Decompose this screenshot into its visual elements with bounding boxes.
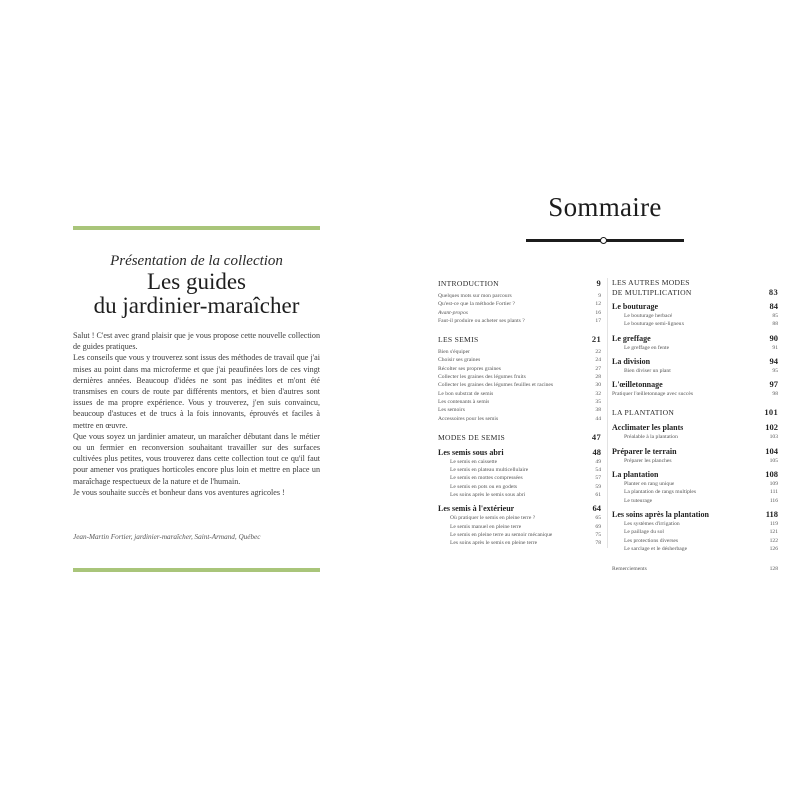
toc-entry[interactable]: Les soins après le semis sous abri 61 — [450, 492, 601, 499]
toc-part-plantation[interactable]: LA PLANTATION 101 — [612, 407, 778, 418]
toc-entry[interactable]: Récolter ses propres graines 27 — [438, 365, 601, 372]
toc-part-semis[interactable]: LES SEMIS 21 — [438, 334, 601, 345]
toc-entry[interactable]: Le bon substrat de semis 32 — [438, 390, 601, 397]
toc-entry[interactable]: Le semis en mottes compressées 57 — [450, 475, 601, 482]
collection-title-line1: Les guides — [146, 269, 246, 294]
toc-entry[interactable]: Planter en rang unique 109 — [624, 481, 778, 488]
toc-entry[interactable]: Le semis manuel en pleine terre 69 — [450, 523, 601, 530]
toc-chapter-division[interactable]: La division 94 — [612, 355, 778, 366]
toc-chapter-oeilletonnage[interactable]: L'œilletonnage 97 — [612, 379, 778, 390]
collection-intro — [73, 330, 320, 498]
intro-paragraph: Je vous souhaite succès et bonheur dans vos aventures agricoles ! — [73, 487, 285, 497]
toc-entry[interactable]: Bien s'équiper 22 — [438, 349, 601, 356]
toc-entry[interactable]: Le bouturage semi-ligneux 88 — [624, 321, 778, 328]
toc-entry[interactable]: Le tuteurage 116 — [624, 497, 778, 504]
intro-paragraph: Les conseils que vous y trouverez sont issus des méthodes de travail que j'ai mises au point dans ma microferme et que j'ai peaufinées lors de ces vingt dernières années. Beaucoup d'idées ne sont pas inédites et m'ont été transmises en cours de route par différents mentors, et bien d'autres sont issues de ma propre expérience. Vous y trouverez, j'en suis convaincu, beaucoup d'astuces et de trucs à la fois innovants, éprouvés et faciles à mettre en œuvre. — [73, 353, 320, 430]
author-signature: Jean-Martin Fortier, jardinier-maraîcher, Saint-Armand, Québec — [73, 533, 261, 541]
toc-entry[interactable]: Le semis en pots ou en godets 59 — [450, 483, 601, 490]
toc-chapter-preparer-terrain[interactable]: Préparer le terrain 104 — [612, 445, 778, 456]
toc-entry[interactable]: Le bouturage herbacé 85 — [624, 313, 778, 319]
toc-entry[interactable]: Les contenants à semis 35 — [438, 398, 601, 405]
toc-entry[interactable]: Le semis en caissette 49 — [450, 458, 601, 465]
toc-chapter-semis-exterieur[interactable]: Les semis à l'extérieur 64 — [438, 503, 601, 514]
toc-entry[interactable]: Les soins après le semis en pleine terre 78 — [450, 540, 601, 547]
toc-entry[interactable]: Les protections diverses 122 — [624, 537, 778, 544]
collection-heading — [73, 252, 320, 318]
toc-entry[interactable]: Accessoires pour les semis 44 — [438, 415, 601, 422]
toc-entry[interactable]: Faut-il produire ou acheter ses plants ? 17 — [438, 317, 601, 324]
toc-entry[interactable]: Le sarclage et le désherbage 126 — [624, 545, 778, 552]
toc-entry[interactable]: Collecter les graines des légumes fruits 28 — [438, 374, 601, 381]
toc-rule-dot-ornament — [600, 237, 607, 244]
toc-entry[interactable]: Les semoirs 38 — [438, 407, 601, 414]
toc-entry[interactable]: Préparer les planches 105 — [624, 457, 778, 464]
toc-chapter-semis-sous-abri[interactable]: Les semis sous abri 48 — [438, 446, 601, 457]
toc-column-right — [612, 278, 778, 573]
toc-entry[interactable]: Avant-propos 16 — [438, 309, 601, 316]
toc-part-multiplication[interactable]: LES AUTRES MODES DE MULTIPLICATION 83 — [612, 278, 778, 297]
toc-entry[interactable]: Quelques mots sur mon parcours 9 — [438, 293, 601, 299]
toc-chapter-soins[interactable]: Les soins après la plantation 118 — [612, 508, 778, 519]
collection-title-line2: du jardinier-maraîcher — [93, 293, 300, 318]
toc-remerciements[interactable]: Remerciements 128 — [612, 566, 778, 573]
toc-entry[interactable]: Où pratiquer le semis en pleine terre ? 65 — [450, 515, 601, 522]
toc-entry[interactable]: Choisir ses graines 24 — [438, 357, 601, 364]
toc-entry[interactable]: Préalable à la plantation 103 — [624, 434, 778, 441]
toc-entry[interactable]: Le semis en pleine terre au semoir mécanique 75 — [450, 531, 601, 538]
toc-chapter-acclimater[interactable]: Acclimater les plants 102 — [612, 422, 778, 433]
toc-chapter-la-plantation[interactable]: La plantation 108 — [612, 469, 778, 480]
toc-entry[interactable]: Collecter les graines des légumes feuilles et racines 30 — [438, 382, 601, 389]
toc-part-introduction[interactable]: INTRODUCTION 9 — [438, 278, 601, 288]
toc-column-left — [438, 278, 608, 548]
toc-entry[interactable]: Pratiquer l'œilletonnage avec succès 98 — [612, 391, 778, 398]
toc-title: Sommaire — [548, 192, 662, 222]
toc-entry[interactable]: Les systèmes d'irrigation 119 — [624, 520, 778, 527]
toc-entry[interactable]: La plantation de rangs multiples 111 — [624, 489, 778, 496]
toc-part-modes-de-semis[interactable]: MODES DE SEMIS 47 — [438, 431, 601, 442]
intro-paragraph: Salut ! C'est avec grand plaisir que je vous propose cette nouvelle collection de guides pratiques. — [73, 331, 320, 352]
toc-entry[interactable]: Le greffage en fente 91 — [624, 344, 778, 351]
collection-kicker: Présentation de la collection — [110, 253, 283, 269]
toc-entry[interactable]: Bien diviser un plant 95 — [624, 367, 778, 374]
toc-entry[interactable]: Le paillage du sol 121 — [624, 529, 778, 536]
toc-chapter-greffage[interactable]: Le greffage 90 — [612, 332, 778, 343]
intro-paragraph: Que vous soyez un jardinier amateur, un maraîcher débutant dans le métier ou un fermier en reconversion souhaitant travailler sur des surfaces cultivées plus petites, vous trouverez dans cette collection tout ce qu'il faut pour amener vos pratiques horticoles encore plus loin et mettre en place un maraîchage respectueux de la nature et de l'humain. — [73, 431, 320, 486]
toc-entry[interactable]: Le semis en plateau multicellulaire 54 — [450, 467, 601, 474]
green-rule-bottom — [73, 568, 320, 572]
toc-entry[interactable]: Qu'est-ce que la méthode Fortier ? 12 — [438, 301, 601, 308]
green-rule-top — [73, 226, 320, 230]
toc-chapter-bouturage[interactable]: Le bouturage 84 — [612, 301, 778, 311]
